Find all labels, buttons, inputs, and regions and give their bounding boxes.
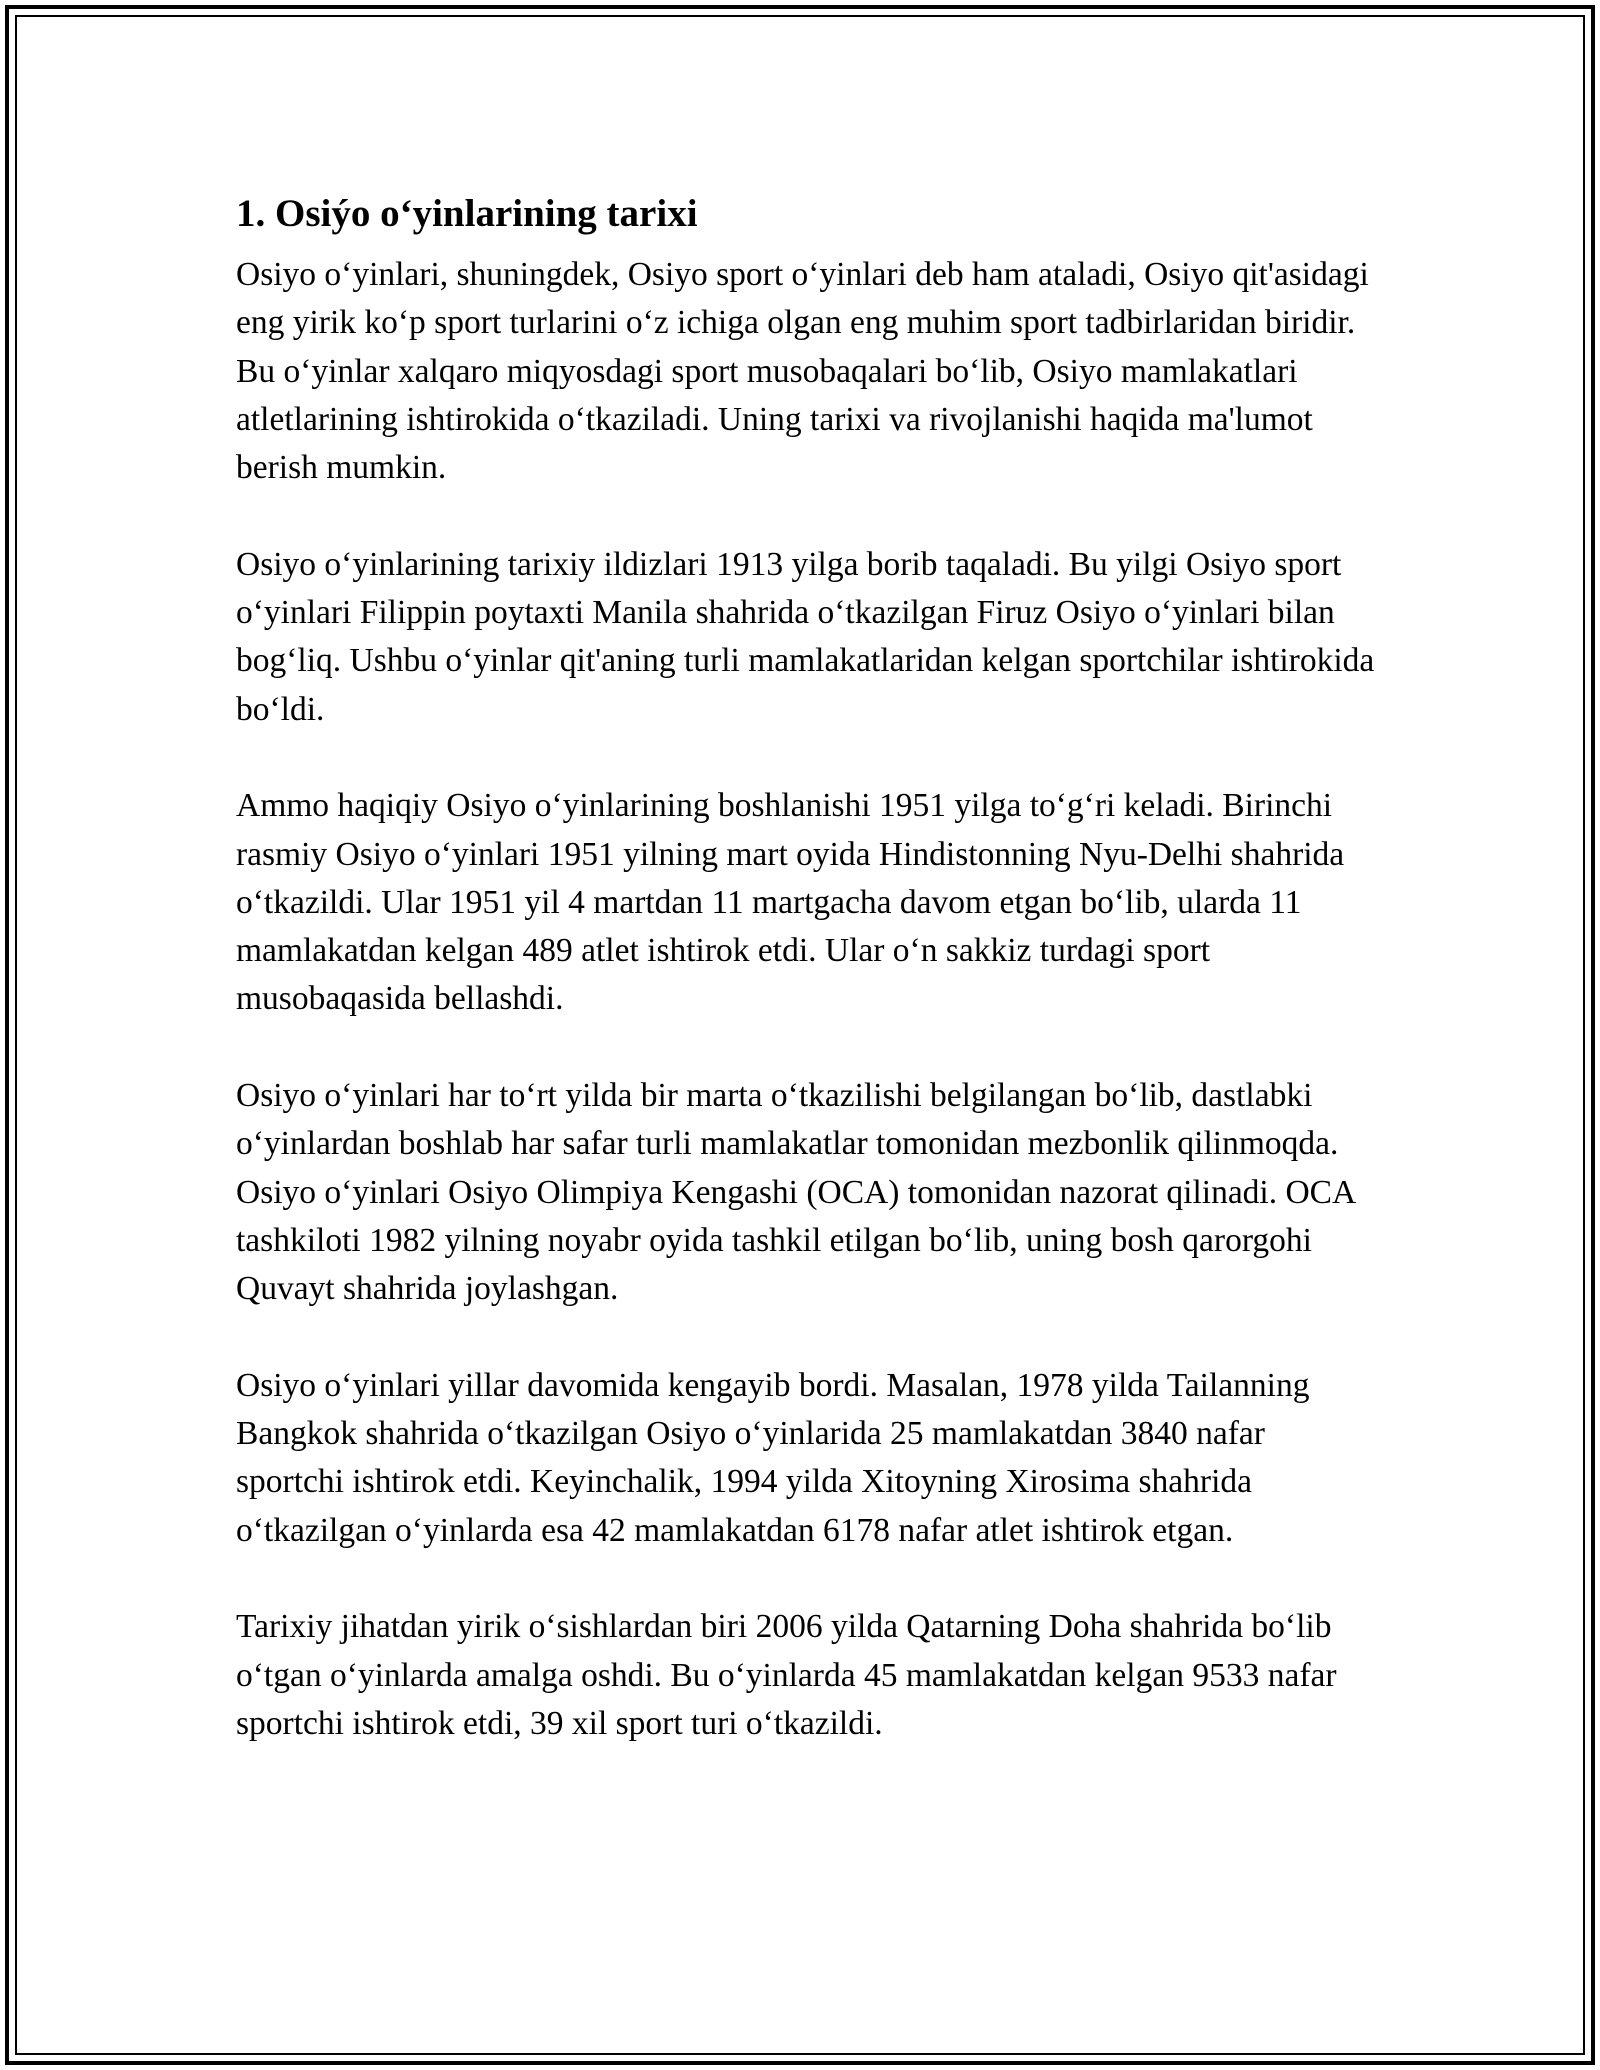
paragraph-3: Ammo haqiqiy Osiyo o‘yinlarining boshlanishi 1951 yilga to‘g‘ri keladi. Birinchi rasmiy Osiyo o‘yinlari 1951 yilning mart oyida Hindistonning Nyu-Delhi shahrida o‘tkazildi. Ular 1951 yil 4 martdan 11 martgacha davom etgan bo‘lib, ularda 11 mamlakatdan kelgan 489 atlet ishtirok etdi. Ular o‘n sakkiz turdagi sport musobaqasida bellashdi. <box>236 787 1345 1018</box>
paragraph-4: Osiyo o‘yinlari har to‘rt yilda bir marta o‘tkazilishi belgilangan bo‘lib, dastlabki o‘yinlardan boshlab har safar turli mamlakatlar tomonidan mezbonlik qilinmoqda. Osiyo o‘yinlari Osiyo Olimpiya Kengashi (OCA) tomonidan nazorat qilinadi. OCA tashkiloti 1982 yilning noyabr oyida tashkil etilgan bo‘lib, uning bosh qarorgohi Quvayt shahrida joylashgan. <box>236 1077 1355 1308</box>
paragraph-2: Osiyo o‘yinlarining tarixiy ildizlari 1913 yilga borib taqaladi. Bu yilgi Osiyo sport o‘yinlari Filippin poytaxti Manila shahrida o‘tkazilgan Firuz Osiyo o‘yinlari bilan bog‘liq. Ushbu o‘yinlar qit'aning turli mamlakatlaridan kelgan sportchilar ishtirokida bo‘ldi. <box>236 545 1375 728</box>
paragraph-1: Osiyo o‘yinlari, shuningdek, Osiyo sport o‘yinlari deb ham ataladi, Osiyo qit'asidagi eng yirik ko‘p sport turlarini o‘z ichiga olgan eng muhim sport tadbirlaridan biridir. Bu o‘yinlar xalqaro miqyosdagi sport musobaqalari bo‘lib, Osiyo mamlakatlari atletlarining ishtirokida o‘tkaziladi. Uning tarixi va rivojlanishi haqida ma'lumot berish mumkin. <box>236 256 1369 487</box>
document-body <box>236 184 1376 1748</box>
paragraph-5: Osiyo o‘yinlari yillar davomida kengayib bordi. Masalan, 1978 yilda Tailanning Bangkok shahrida o‘tkazilgan Osiyo o‘yinlarida 25 mamlakatdan 3840 nafar sportchi ishtirok etdi. Keyinchalik, 1994 yilda Xitoyning Xirosima shahrida o‘tkazilgan o‘yinlarda esa 42 mamlakatdan 6178 nafar atlet ishtirok etgan. <box>236 1366 1310 1549</box>
section-heading: 1. Osiýo o‘yinlarining tarixi <box>236 192 698 235</box>
paragraph-6: Tarixiy jihatdan yirik o‘sishlardan biri 2006 yilda Qatarning Doha shahrida bo‘lib o‘tgan o‘yinlarda amalga oshdi. Bu o‘yinlarda 45 mamlakatdan kelgan 9533 nafar sportchi ishtirok etdi, 39 xil sport turi o‘tkazildi. <box>236 1608 1337 1742</box>
